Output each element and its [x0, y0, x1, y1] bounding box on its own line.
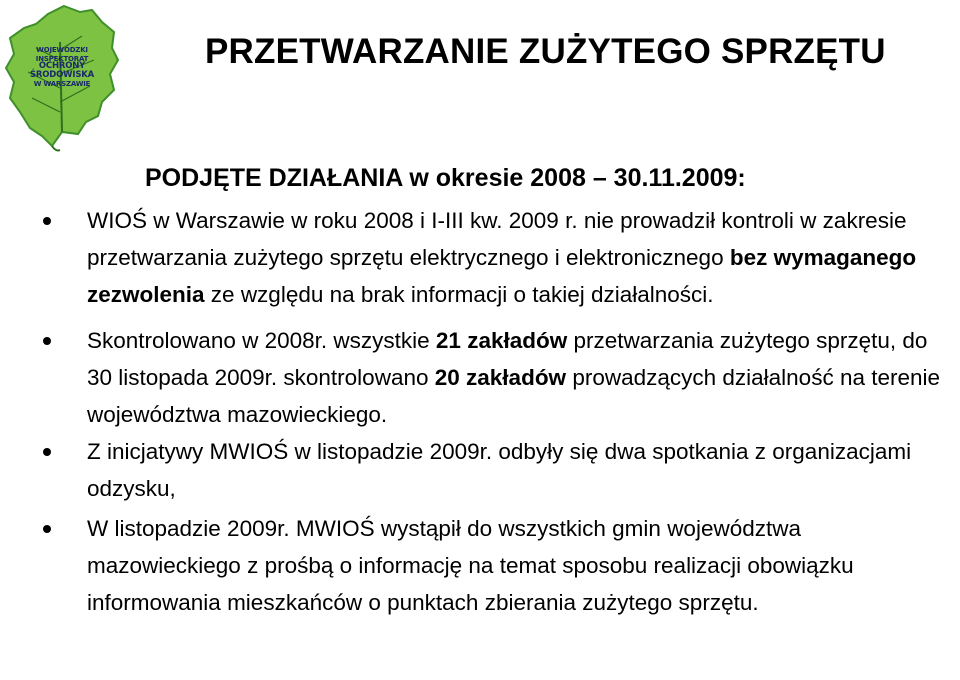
- bullet-emphasis: 20 zakładów: [434, 365, 567, 390]
- list-item: [40, 322, 945, 433]
- bullet-emphasis: bez wymaganego zezwolenia: [87, 245, 917, 307]
- bullet-icon: [43, 525, 51, 533]
- logo-text-line3: W WARSZAWIE: [33, 80, 91, 88]
- list-item: [40, 202, 945, 313]
- bullet-text: Z inicjatywy MWIOŚ w listopadzie 2009r. odbyły się dwa spotkania z organizacjami odzysku,: [87, 439, 912, 501]
- bullet-icon: [43, 448, 51, 456]
- bullet-text: ze względu na brak informacji o takiej działalności.: [204, 282, 714, 307]
- bullet-text: W listopadzie 2009r. MWIOŚ wystąpił do wszystkich gmin województwa mazowieckiego z prośbą o informację na temat sposobu realizacji obowiązku informowania mieszkańców o punktach zbierania zużytego sprzętu.: [87, 516, 854, 615]
- bullet-emphasis: 21 zakładów: [435, 328, 568, 353]
- bullet-text: przetwarzania zużytego sprzętu, do 30 listopada 2009r. skontrolowano: [87, 328, 928, 390]
- bullet-list: [40, 202, 945, 621]
- logo-text-line1: WOJEWÓDZKI INSPEKTORAT: [35, 46, 89, 63]
- page-title: PRZETWARZANIE ZUŻYTEGO SPRZĘTU: [205, 32, 886, 71]
- section-subtitle: PODJĘTE DZIAŁANIA w okresie 2008 – 30.11.2009:: [145, 164, 746, 192]
- bullet-text: WIOŚ w Warszawie w roku 2008 i I-III kw. 2009 r. nie prowadził kontroli w zakresie przetwarzania zużytego sprzętu elektrycznego i elektronicznego: [87, 208, 907, 270]
- list-item: [40, 433, 945, 507]
- logo-text-line2: OCHRONY ŚRODOWISKA: [30, 61, 94, 80]
- bullet-icon: [43, 217, 51, 225]
- list-item: [40, 510, 945, 621]
- bullet-text: prowadzących działalność na terenie województwa mazowieckiego.: [87, 365, 941, 427]
- wios-logo: [2, 2, 120, 154]
- bullet-icon: [43, 337, 51, 345]
- bullet-text: Skontrolowano w 2008r. wszystkie: [87, 328, 436, 353]
